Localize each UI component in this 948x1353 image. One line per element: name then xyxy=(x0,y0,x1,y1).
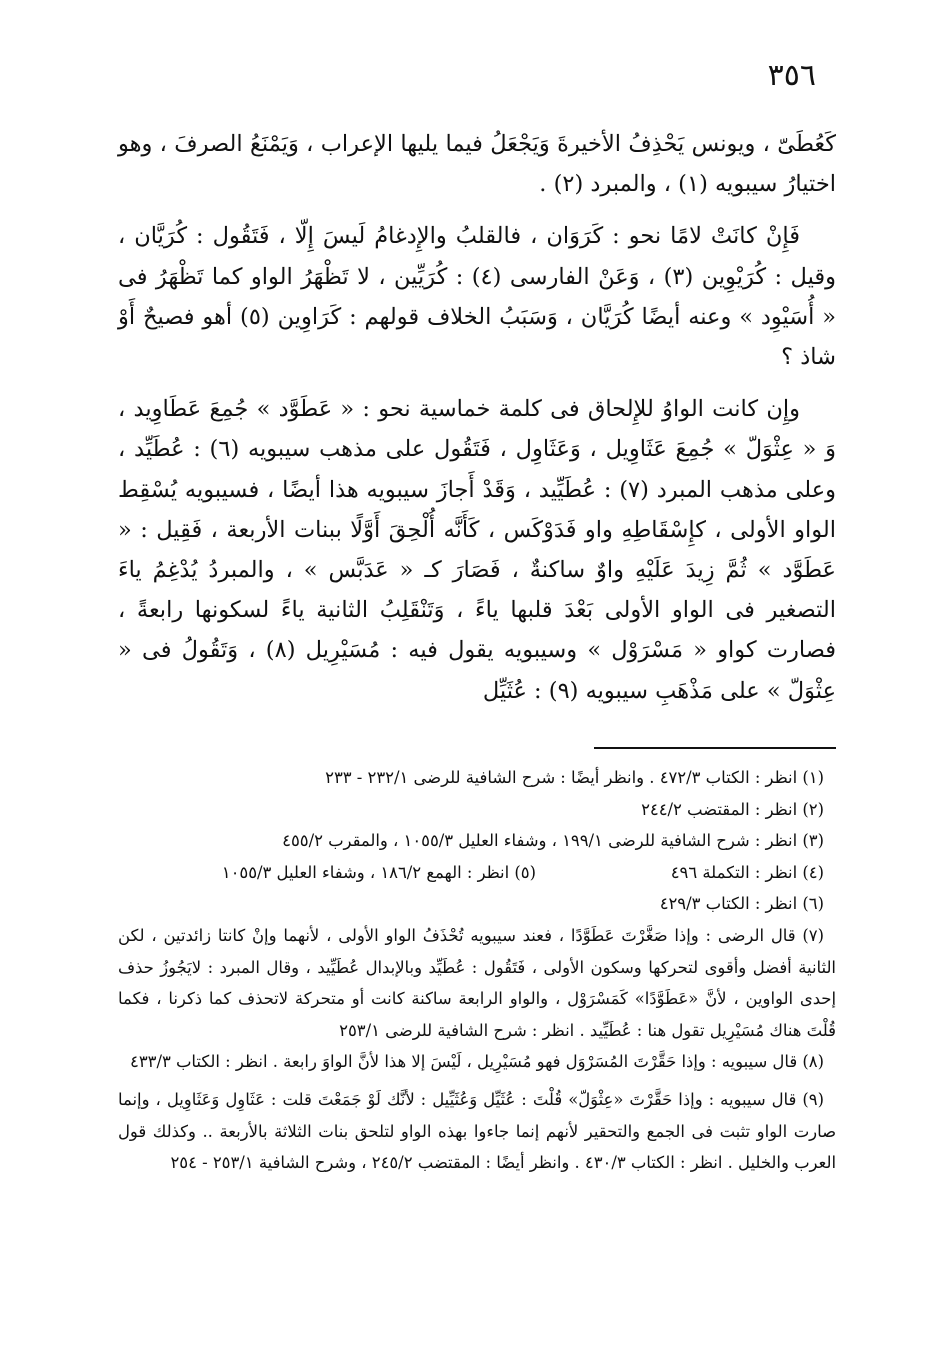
footnote-separator xyxy=(594,747,836,749)
footnote-1: (١) انظر : الكتاب ٤٧٢/٣ . وانظر أيضًا : شرح الشافية للرضى ٢٣٢/١ - ٢٣٣ xyxy=(325,768,824,787)
footnote-7: (٧) قال الرضى : وإذا صَغَّرْتَ عَطَوَّدًا ، فعند سيبويه تُحْذَفُ الواو الأولى ، لأنهما وإنْ كانتا زائدتين ، لكن الثانية أفضل وأقوى لتحركها وسكون الأولى ، فَتَقُول : عُطَيِّد وبالإبدال عُطَيِّيد ، وقال المبرد : لايَجُوزُ حذف إحدى الواوين ، لأنَّ «عَطَوَّدًا» كَمَسْرَوْل ، والواو الرابعة ساكنة كانت أو متحركة لاتحذف كما ذكرنا ، فكما قُلْتَ هناك مُسَيْرِيل تقول هنا : عُطَيِّيد . انظر : شرح الشافية للرضى ٢٥٣/١ xyxy=(118,925,836,1040)
footnote-6: (٦) انظر : الكتاب ٤٢٩/٣ xyxy=(659,894,824,914)
footnote-4: (٤) انظر : التكملة ٤٩٦ xyxy=(670,862,824,882)
footnote-9: (٩) قال سيبويه : وإذا حَقَّرْتَ «عِثْوَلّ» قُلْتَ : عُثَيِّل وَعُثَيِّيل : لأنَّك لَوْ جَمَعْتَ قلت : عَثَاوِل وَعَثَاوِيل ، وإنما صارت الواو تثبت فى الجمع والتحقير لأنهم إنما جاءوا بهذه الواو لتلحق بنات الثلاثة بالأربعة .. وكذلك قول العرب والخليل . انظر : الكتاب ٤٣٠/٣ . وانظر أيضًا : المقتضب ٢٤٥/٢ ، وشرح الشافية ٢٥٣/١ - ٢٥٤ xyxy=(118,1089,836,1173)
footnote-8: (٨) قال سيبويه : وإذا حَقَّرْتَ المُسَرْوَل فهو مُسَيْرِيل ، لَيْسَ إلا هذا لأنَّ الواوَ رابعة . انظر : الكتاب ٤٣٣/٣ xyxy=(130,1052,824,1072)
page xyxy=(118,0,836,1353)
footnote-row-4-5 xyxy=(118,857,836,889)
paragraph-2: فَإِنْ كانَتْ لامًا نحو : كَرَوَان ، فالقلبُ والإِدغامُ لَيسَ إِلّا ، فَتَقُول : كُرَيَّان ، وقيل : كُرَيْوِين (٣) ، وَعَنْ الفارسى (٤) : كُرَيِّين ، لا تَظْهَرُ الواو كما تَظْهَرُ فى « أُسَيْوِد » وعنه أيضًا كُرَيَّان ، وَسَبَبُ الخلاف قولهم : كَرَاوِين (٥) أهو فصيحٌ أَوْ شاذ ؟ xyxy=(118,223,837,371)
paragraph-1: كَعُطَىّ ، ويونس يَحْذِفُ الأخيرةَ وَيَجْعَلُ فيما يليها الإعراب ، وَيَمْنَعُ الصرفَ ، وهو اختيارُ سيبويه (١) ، والمبرد (٢) . xyxy=(118,131,836,198)
footnotes xyxy=(118,762,836,1179)
footnote-3: (٣) انظر : شرح الشافية للرضى ١٩٩/١ ، وشفاء العليل ١٠٥٥/٣ ، والمقرب ٤٥٥/٢ xyxy=(282,831,824,851)
paragraph-3: وإِن كانت الواوُ للإِلحاق فى كلمة خماسية نحو : « عَطَوَّد » جُمِعَ عَطَاوِيد ، وَ « عِثْوَلّ » جُمِعَ عَثَاوِيل ، وَعَثَاوِل ، فَتَقُول على مذهب سيبويه (٦) : عُطَيِّد ، وعلى مذهب المبرد (٧) : عُطَيِّيد ، وَقَدْ أَجازَ سيبويه هذا أيضًا ، فسيبويه يُسْقِط الواو الأولى ، كإِسْقَاطِهِ واو فَدَوْكَس ، كَأَنَّه أُلْحِقَ أَوَّلًا ببنات الأربعة ، فَقِيل : « عَطَوَّد » ثُمَّ زِيدَ عَلَيْهِ واوٌ ساكنةٌ ، فَصَارَ كـ « عَدَبَّس » ، والمبردُ يُدْغِمُ ياءَ التصغير فى الواو الأولى بَعْدَ قلبها ياءً ، وَتَنْقَلِبُ الثانية ياءً لسكونها رابعةً ، فصارت كواو « مَسْرَوْل » وسيبويه يقول فيه : مُسَيْرِيل (٨) ، وَتَقُولُ فى « عِثْوَلّ » على مَذْهَبِ سيبويه (٩) : عُثَيِّل xyxy=(118,396,837,704)
footnote-5: (٥) انظر : الهمع ١٨٦/٢ ، وشفاء العليل ١٠٥٥/٣ xyxy=(221,862,536,882)
main-text xyxy=(118,124,836,723)
footnote-2: (٢) انظر : المقتضب ٢٤٤/٢ xyxy=(641,799,824,819)
page-number: ٣٥٦ xyxy=(767,58,816,93)
